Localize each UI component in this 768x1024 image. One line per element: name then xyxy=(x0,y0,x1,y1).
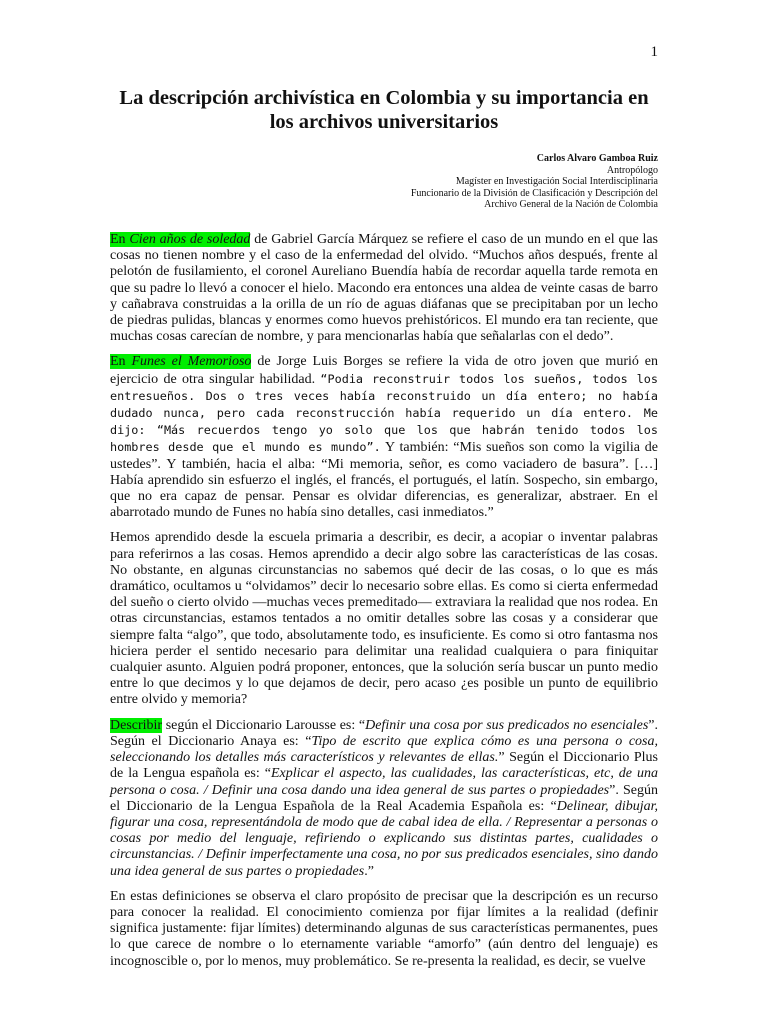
paragraph-text: .” xyxy=(364,863,374,879)
paragraph-lead: En xyxy=(110,232,126,247)
paragraph-text: Y también: “Mis sueños son como la vigilia de ustedes”. Y también, hacia el alba: “Mi memoria, señor, es como vaciadero de basura”. […] Había aprendido sin esfuerzo el inglés, el francés, el portugués, el latín. Sospecho, sin embargo, que no era capaz de pensar. Pensar es olvidar diferencias, es generalizar, abstraer. En el abarrotado mundo de Funes no había sino detalles, casi inmediatos.” xyxy=(110,440,658,521)
book-title: Cien años de soledad xyxy=(129,232,251,247)
definition-plus: Explicar el aspecto, las cualidades, las características, etc, de una persona o cosa. / Definir una cosa dando una idea general de sus partes o propiedades xyxy=(110,766,658,798)
author-name: Carlos Alvaro Gamboa Ruiz xyxy=(536,153,658,164)
paragraph-text: ”. Según el Diccionario Anaya es: “ xyxy=(110,717,658,749)
author-block xyxy=(258,153,658,211)
paragraph-text: ”. Según el Diccionario de la Lengua Española de la Real Academia Española es: “ xyxy=(110,782,658,814)
highlight-cien-anos xyxy=(110,232,250,247)
document-title: La descripción archivística en Colombia y su importancia en los archivos universitarios xyxy=(119,87,649,133)
definition-larousse: Definir una cosa por sus predicados no esenciales xyxy=(365,717,649,733)
paragraph-text: ” Según el Diccionario Plus de la Lengua española es: “ xyxy=(110,750,658,782)
paragraph-definiciones: En estas definiciones se observa el claro propósito de precisar que la descripción es un recurso para conocer la realidad. El conocimiento comienza por fijar límites a la realidad (definir significa justamente: fijar límites) determinando algunas de sus características permanentes, pues lo que carece de nombre o lo eternamente variable “amorfo” (aún dentro del lenguaje) es incognoscible o, por lo menos, muy problemático. Se re-presenta la realidad, es decir, se vuelve xyxy=(110,888,658,969)
book-title: Funes el Memorioso xyxy=(131,354,252,370)
author-degree: Magíster en Investigación Social Interdisciplinaria xyxy=(455,176,658,188)
paragraph-aprendido: Hemos aprendido desde la escuela primaria a describir, es decir, a acopiar o inventar palabras para referirnos a las cosas. Hemos aprendido a decir algo sobre las características de las cosas. No obstante, en algunas circunstancias no sabemos qué decir de las cosas, o lo que es más dramático, ocultamos u “olvidamos” decir lo necesario sobre ellas. Es como si cierta enfermedad del sueño o cierto olvido —muchas veces premeditado— extraviara la realidad que nos rodea. En otras circunstancias, estamos tentados a no omitir detalles sobre las cosas y a considerar que siempre falta “algo”, que todo, absolutamente todo, es insuficiente. Es como si otro fantasma nos hiciera perder el sentido necesario para delimitar una realidad cualquiera o para finiquitar cualquier asunto. Alguien podrá proponer, entonces, que la solución sería buscar un punto medio entre lo que decimos y lo que dejamos de decir, pero acaso ¿es posible un punto de equilibrio entre olvido y memoria? xyxy=(110,530,658,708)
paragraph-text: de Jorge Luis Borges se refiere la vida de otro joven que murió en ejercicio de otra singular habilidad. xyxy=(110,354,658,387)
highlight-funes xyxy=(110,354,251,369)
author-institution: Archivo General de la Nación de Colombia xyxy=(484,199,658,211)
author-role: Antropólogo xyxy=(606,164,658,176)
borges-quote: “Podia reconstruir todos los sueños, todos los entresueños. Dos o tres veces había reconstruido un día entero; no había dudado nunca, pero cada reconstrucción había requerido un día entero. Me dijo: “Más recuerdos tengo yo solo que los que habrán tenido todos los hombres desde que el mundo es mundo”. xyxy=(110,371,658,455)
paragraph-describir xyxy=(110,718,658,880)
paragraph-text: según el Diccionario Larousse es: “ xyxy=(162,717,366,733)
definition-rae: Delinear, dibujar, figurar una cosa, representándola de modo que de cabal idea de ella. / Representar a personas o cosas por medio del lenguaje, refiriendo o explicando sus distintas partes, cualidades o circunstancias. / Definir imperfectamente una cosa, no por sus predicados esenciales, sino dando una idea general de sus partes o propiedades xyxy=(110,798,658,879)
paragraph-text: de Gabriel García Márquez se refiere el caso de un mundo en el que las cosas no tienen nombre y el caso de la enfermedad del olvido. “Muchos años después, frente al pelotón de fusilamiento, el coronel Aureliano Buendía había de recordar aquella tarde remota en que su padre lo llevó a conocer el hielo. Macondo era entonces una aldea de veinte casas de barro y cañabrava construidas a la orilla de un río de aguas diáfanas que se precipitaban por un lecho de piedras pulidas, blancas y enormes como huevos prehistóricos. El mundo era tan reciente, que muchas cosas carecían de nombre, y para mencionarlas había que señalarlas con el dedo”. xyxy=(110,232,659,345)
document-body xyxy=(110,232,658,979)
author-position: Funcionario de la División de Clasificación y Descripción del xyxy=(410,187,658,199)
page-number: 1 xyxy=(650,44,658,60)
highlight-describir: Describir xyxy=(110,717,163,733)
paragraph-cien-anos xyxy=(110,232,658,345)
paragraph-funes xyxy=(110,354,658,521)
paragraph-lead: En xyxy=(110,354,126,370)
definition-anaya: Tipo de escrito que explica cómo es una persona o cosa, seleccionando los detalles más característicos y relevantes de ellas. xyxy=(110,733,658,766)
